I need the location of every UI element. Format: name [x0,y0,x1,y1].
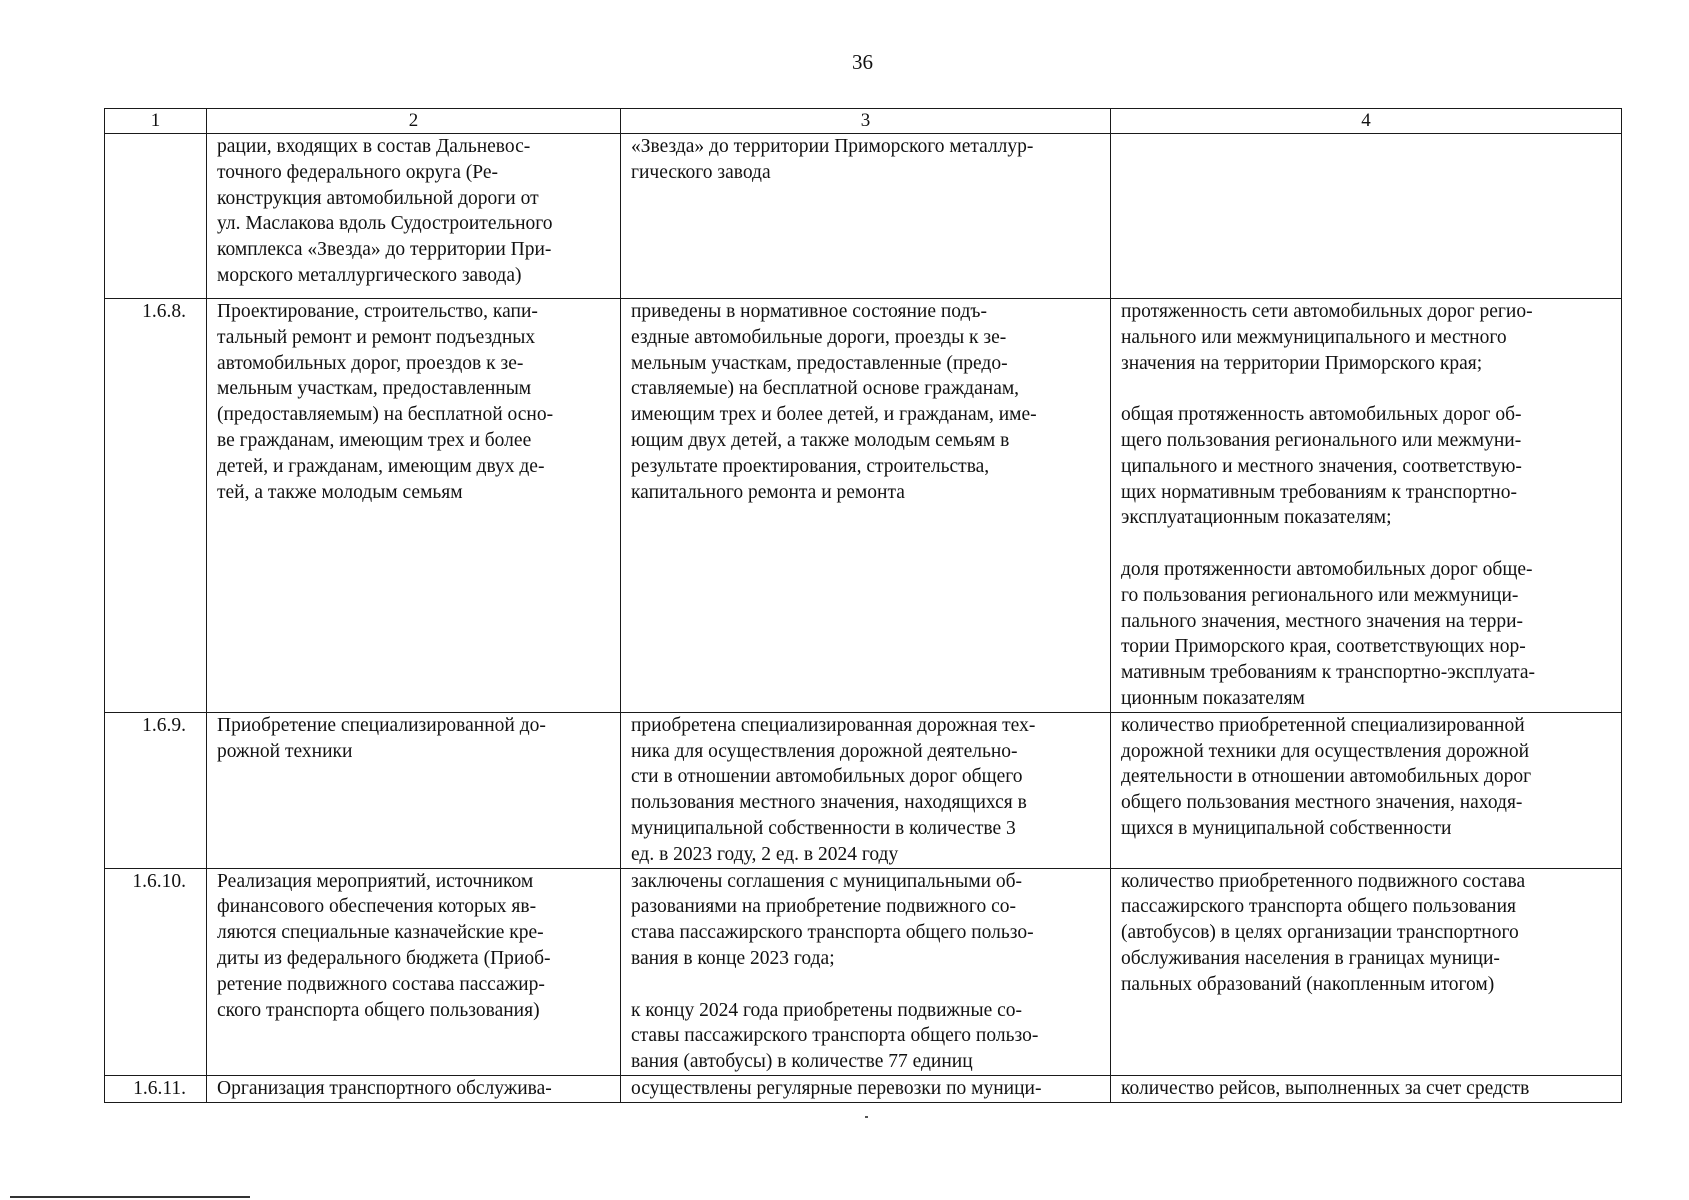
expected-result-cell [621,1075,1111,1102]
expected-result-cell [621,299,1111,713]
column-header-3: 3 [621,109,1111,134]
cell-paragraph: к концу 2024 года приобретены подвижные со- ставы пассажирского транспорта общего пользо- вания (автобусы) в количестве 77 единиц [631,999,1039,1073]
measure-name-cell [207,712,621,868]
row-number [105,134,207,299]
cell-paragraph: осуществлены регулярные перевозки по муници- [631,1077,1042,1099]
row-number: 1.6.8. [105,299,207,713]
cell-paragraph: заключены соглашения с муниципальными об- разованиями на приобретение подвижного со- става пассажирского транспорта общего пользо- вания в конце 2023 года; [631,870,1034,969]
expected-result-cell [621,868,1111,1075]
cell-paragraph: приобретена специализированная дорожная тех- ника для осуществления дорожной деятельно- сти в отношении автомобильных дорог общего пользования местного значения, находящихся в муниципальной собственности в количестве 3 ед. в 2023 году, 2 ед. в 2024 году [631,714,1036,865]
cell-paragraph: количество рейсов, выполненных за счет средств [1121,1077,1530,1099]
row-number: 1.6.10. [105,868,207,1075]
measures-table [104,108,1622,1103]
row-number: 1.6.9. [105,712,207,868]
cell-paragraph: Реализация мероприятий, источником финансового обеспечения которых яв- ляются специальные казначейские кре- диты из федерального бюджета (Приоб- ретение подвижного состава пассажир- ского транспорта общего пользования) [217,870,551,1021]
column-header-2: 2 [207,109,621,134]
table-row [105,868,1622,1075]
measure-name-cell [207,1075,621,1102]
table-row [105,1075,1622,1102]
cell-paragraph: Проектирование, строительство, капи- тальный ремонт и ремонт подъездных автомобильных дорог, проездов к зе- мельным участкам, предоставленным (предоставляемым) на бесплатной осно- ве гражданам, имеющим трех и более детей, и гражданам, имеющим двух де- тей, а также молодым семьям [217,301,554,503]
scan-dot [865,1116,868,1118]
expected-result-cell [621,134,1111,299]
cell-paragraph: количество приобретенного подвижного состава пассажирского транспорта общего пользования (автобусов) в целях организации транспортного обслуживания населения в границах муници- пальных образований (накопленным итогом) [1121,870,1526,995]
cell-paragraph: Организация транспортного обслужива- [217,1077,552,1099]
cell-paragraph: протяженность сети автомобильных дорог регио- нального или межмуниципального и местного значения на территории Приморского края; [1121,301,1533,374]
cell-paragraph: общая протяженность автомобильных дорог об- щего пользования регионального или межмуни- ципального и местного значения, соответствую- щих нормативным требованиям к транспортно- эксплуатационным показателям; [1121,404,1522,529]
measure-name-cell [207,134,621,299]
measure-name-cell [207,299,621,713]
cell-paragraph: количество приобретенной специализированной дорожной техники для осуществления дорожной деятельности в отношении автомобильных дорог общего пользования местного значения, находя- щихся в муниципальной собственности [1121,714,1532,839]
table-row [105,299,1622,713]
page-number: 36 [852,50,873,74]
indicator-cell [1111,712,1622,868]
table-row [105,134,1622,299]
cell-paragraph: доля протяженности автомобильных дорог обще- го пользования регионального или межмуници- пального значения, местного значения на терри- тории Приморского края, соответствующих нор- мативным требованиям к транспортно-эксплуата- ционным показателям [1121,558,1535,709]
cell-paragraph: рации, входящих в состав Дальневос- точного федерального округа (Ре- конструкция автомобильной дороги от ул. Маслакова вдоль Судостроительного комплекса «Звезда» до территории При- морского металлургического завода) [217,136,553,286]
cell-paragraph: Приобретение специализированной до- рожной техники [217,714,546,762]
footnote-rule [10,1196,250,1198]
indicator-cell [1111,134,1622,299]
header-row [105,109,1622,134]
indicator-cell [1111,299,1622,713]
indicator-cell [1111,868,1622,1075]
cell-paragraph: приведены в нормативное состояние подъ- ездные автомобильные дороги, проезды к зе- мельным участкам, предоставленные (предо- ставляемые) на бесплатной основе гражданам, имеющим трех и более детей, и гражданам, име- ющим двух детей, а также молодым семьям в результате проектирования, строительства, капитального ремонта и ремонта [631,301,1037,503]
indicator-cell [1111,1075,1622,1102]
expected-result-cell [621,712,1111,868]
cell-paragraph: «Звезда» до территории Приморского металлур- гического завода [631,136,1034,183]
measure-name-cell [207,868,621,1075]
column-header-1: 1 [105,109,207,134]
table-row [105,712,1622,868]
column-header-4: 4 [1111,109,1622,134]
row-number: 1.6.11. [105,1075,207,1102]
